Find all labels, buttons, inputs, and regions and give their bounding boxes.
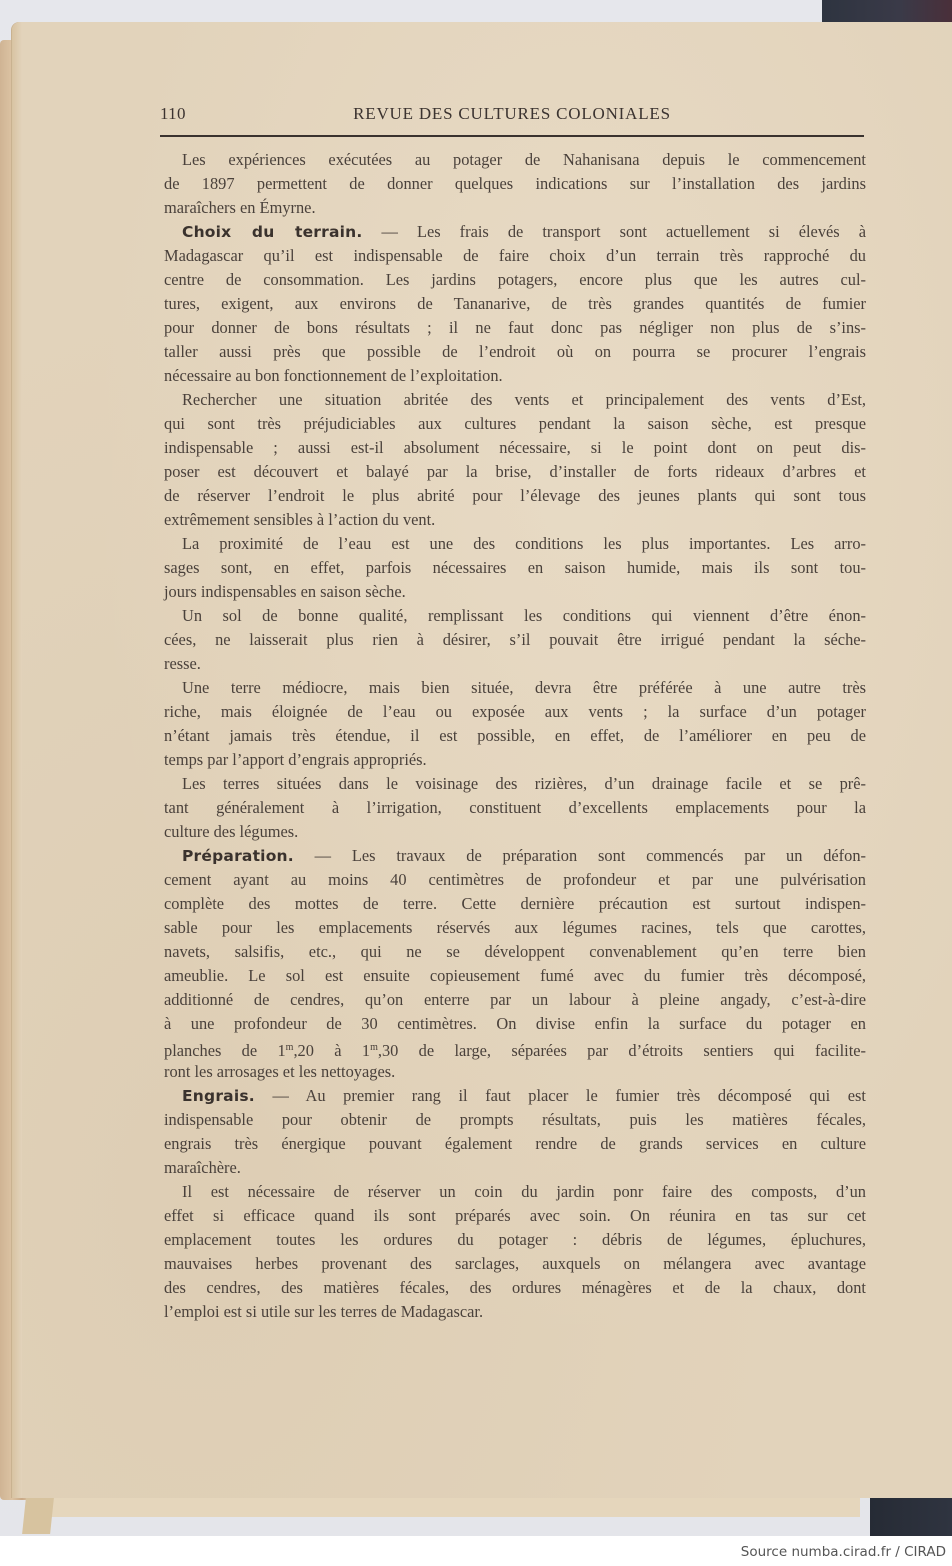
text-line [164,1110,866,1130]
text-run: La proximité de l’eau est une des conditions les plus importantes. Les arro- [182,534,866,553]
text-run: indispensable ; aussi est-il absolument nécessaire, si le point dont on peut dis- [164,438,866,457]
text-line [164,246,866,266]
text-run: complète des mottes de terre. Cette dernière précaution est surtout indispen- [164,894,866,913]
text-run: — Les travaux de préparation sont commencés par un défon- [293,846,866,865]
text-line [182,678,866,698]
text-run: l’emploi est si utile sur les terres de Madagascar. [164,1302,484,1321]
text-run: culture des légumes. [164,822,299,841]
text-line [164,1302,866,1322]
text-run: — Les frais de transport sont actuellement si élevés à [362,222,866,241]
text-run: n’étant jamais très étendue, il est possible, en effet, de l’améliorer en peu de [164,726,866,745]
text-run: jours indispensables en saison sèche. [164,582,406,601]
text-run: maraîchère. [164,1158,241,1177]
text-line [164,1230,866,1250]
section-heading-line [182,222,866,242]
text-line [164,1206,866,1226]
text-line [164,582,866,602]
text-line [164,798,866,818]
page-number: 110 [160,104,186,123]
text-run: ameublie. Le sol est ensuite copieusement fumé avec du fumier très décomposé, [164,966,866,985]
text-run: sages sont, en effet, parfois nécessaires en saison humide, mais ils sont tou- [164,558,866,577]
text-run: tant généralement à l’irrigation, constituent d’excellents emplacements pour la [164,798,866,817]
text-line [164,654,866,674]
text-line [164,966,866,986]
section-heading: Engrais. [182,1087,255,1105]
text-line [164,630,866,650]
text-run: à une profondeur de 30 centimètres. On divise enfin la surface du potager en [164,1014,866,1033]
superscript-meter: m [285,1042,294,1053]
text-line [164,702,866,722]
text-line [164,1278,866,1298]
page-binding-shadow [12,22,22,1498]
text-run: mauvaises herbes provenant des sarclages, auxquels on mélangera avec avantage [164,1254,866,1273]
text-line [182,1182,866,1202]
text-run: Les terres situées dans le voisinage des rizières, d’un drainage facile et se prê- [182,774,866,793]
text-line [164,486,866,506]
text-run: centre de consommation. Les jardins potagers, encore plus que les autres cul- [164,270,866,289]
text-run: cées, ne laisserait plus rien à désirer, s’il pouvait être irrigué pendant la séche- [164,630,866,649]
text-line [164,462,866,482]
text-run: emplacement toutes les ordures du potager : débris de légumes, épluchures, [164,1230,866,1249]
text-run: Rechercher une situation abritée des vents et principalement des vents d’Est, [182,390,866,409]
text-line [164,918,866,938]
text-run: riche, mais éloignée de l’eau ou exposée aux vents ; la surface d’un potager [164,702,866,721]
text-run: ,20 à 1 [293,1041,371,1060]
text-run: maraîchers en Émyrne. [164,198,316,217]
text-run: Les expériences exécutées au potager de Nahanisana depuis le commencement [182,150,866,169]
journal-title: REVUE DES CULTURES COLONIALES [353,104,671,123]
text-line [164,414,866,434]
text-run: — Au premier rang il faut placer le fumier très décomposé qui est [254,1086,866,1105]
text-line [164,942,866,962]
text-run: effet si efficace quand ils sont préparés avec soin. On réunira en tas sur cet [164,1206,866,1225]
section-heading: Préparation. [182,847,294,865]
text-run: Il est nécessaire de réserver un coin du jardin ponr faire des composts, d’un [182,1182,866,1201]
text-line [164,822,866,842]
text-run: extrêmement sensibles à l’action du vent. [164,510,436,529]
text-line [182,534,866,554]
text-run: pour donner de bons résultats ; il ne faut donc pas négliger non plus de s’ins- [164,318,866,337]
book-cover-top-corner [822,0,952,22]
text-run: de 1897 permettent de donner quelques indications sur l’installation des jardins [164,174,866,193]
text-line [164,1062,866,1082]
text-run: de réserver l’endroit le plus abrité pour l’élevage des jeunes plants qui sont tous [164,486,866,505]
section-heading: Choix du terrain. [182,223,363,241]
text-line [164,870,866,890]
text-line [164,342,866,362]
header-rule [160,135,864,137]
text-line [164,750,866,770]
text-line [182,606,866,626]
running-header [160,104,864,126]
text-line [164,1038,866,1061]
text-line [164,270,866,290]
text-line [182,774,866,794]
text-run: poser est découvert et balayé par la brise, d’installer de forts rideaux d’arbres et [164,462,866,481]
text-line [164,510,866,530]
section-heading-line [182,846,866,866]
text-line [164,1158,866,1178]
text-line [164,198,866,218]
text-run: tures, exigent, aux environs de Tananarive, de très grandes quantités de fumier [164,294,866,313]
text-run: planches de 1 [164,1041,286,1060]
text-run: engrais très énergique pouvant également rendre de grands services en culture [164,1134,866,1153]
superscript-meter: m [370,1042,378,1053]
text-run: sable pour les emplacements réservés aux légumes racines, tels que carottes, [164,918,866,937]
text-line [164,990,866,1010]
text-line [164,294,866,314]
text-run: taller aussi près que possible de l’endroit où on pourra se procurer l’engrais [164,342,866,361]
text-run: Un sol de bonne qualité, remplissant les conditions qui viennent d’être énon- [182,606,866,625]
text-line [164,174,866,194]
text-run: additionné de cendres, qu’on enterre par un labour à pleine angady, c’est-à-dire [164,990,866,1009]
text-run: Une terre médiocre, mais bien située, devra être préférée à une autre très [182,678,866,697]
text-run: indispensable pour obtenir de prompts résultats, puis les matières fécales, [164,1110,866,1129]
text-run: resse. [164,654,201,673]
text-line [164,438,866,458]
text-run: cement ayant au moins 40 centimètres de profondeur et par une pulvérisation [164,870,866,889]
text-line [164,366,866,386]
text-run: qui sont très préjudiciables aux cultures pendant la saison sèche, est presque [164,414,866,433]
source-credit: Source numba.cirad.fr / CIRAD [740,1544,946,1560]
text-run: temps par l’apport d’engrais appropriés. [164,750,427,769]
text-run: nécessaire au bon fonctionnement de l’exploitation. [164,366,503,385]
text-line [164,558,866,578]
underlying-page-edge [30,1496,860,1517]
text-run: Madagascar qu’il est indispensable de faire choix d’un terrain très rapproché du [164,246,866,265]
text-line [164,894,866,914]
text-line [164,726,866,746]
text-line [164,1254,866,1274]
text-line [182,150,866,170]
text-line [164,1014,866,1034]
page-tab-flap [22,1498,54,1534]
text-line [164,318,866,338]
text-run: ront les arrosages et les nettoyages. [164,1062,396,1081]
text-run: ,30 de large, séparées par d’étroits sentiers qui facilite- [377,1041,866,1060]
text-run: des cendres, des matières fécales, des ordures ménagères et de la chaux, dont [164,1278,866,1297]
text-line [164,1134,866,1154]
text-run: navets, salsifis, etc., qui ne se développent convenablement qu’en terre bien [164,942,866,961]
text-line [182,390,866,410]
section-heading-line [182,1086,866,1106]
